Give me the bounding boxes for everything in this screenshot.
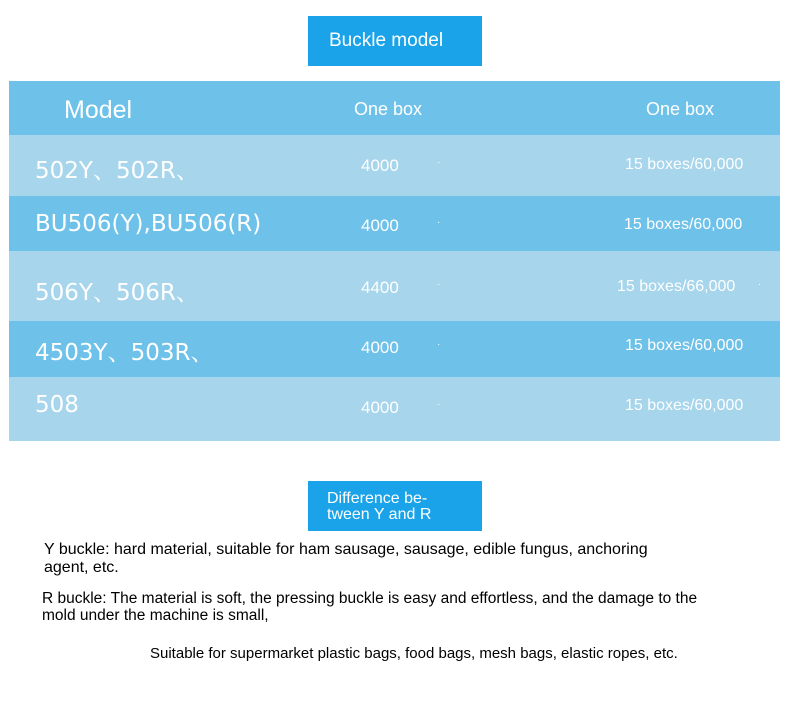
- suitable-note: Suitable for supermarket plastic bags, food bags, mesh bags, elastic ropes, etc.: [150, 645, 678, 662]
- r-buckle-note-line: mold under the machine is small,: [42, 607, 269, 624]
- buckle-model-table: [9, 81, 780, 441]
- difference-heading-line: Difference be-: [327, 490, 428, 507]
- total-cell: 15 boxes/60,000: [625, 337, 744, 354]
- box-count-cell: 4000: [361, 398, 399, 417]
- table-row: [9, 377, 780, 441]
- dot-mark: ·: [437, 279, 441, 290]
- box-count-cell: 4000: [361, 156, 399, 175]
- box-count-cell: 4000: [361, 216, 399, 235]
- box-count-cell: 4400: [361, 278, 399, 297]
- dot-mark: ·: [437, 399, 441, 410]
- table-row: [9, 196, 780, 251]
- table-row: [9, 251, 780, 321]
- column-header-one-box-total: One box: [646, 99, 715, 119]
- y-buckle-note-line: Y buckle: hard material, suitable for ham sausage, sausage, edible fungus, anchoring: [44, 541, 648, 558]
- dot-mark: ·: [758, 279, 762, 290]
- dot-mark: ·: [437, 339, 441, 350]
- buckle-model-heading-text: Buckle model: [329, 30, 444, 51]
- dot-mark: ·: [437, 217, 441, 228]
- buckle-model-heading: [308, 16, 482, 66]
- difference-heading: [308, 481, 482, 531]
- model-cell: 508: [35, 392, 79, 418]
- table-row: [9, 321, 780, 377]
- difference-heading-line: tween Y and R: [327, 506, 432, 523]
- column-header-model: Model: [64, 96, 133, 124]
- total-cell: 15 boxes/60,000: [625, 156, 744, 173]
- model-cell: 4503Y、503R、: [35, 340, 214, 366]
- table-row: [9, 135, 780, 196]
- table-header-row: [9, 81, 780, 135]
- model-cell: 502Y、502R、: [35, 158, 199, 184]
- total-cell: 15 boxes/66,000: [617, 278, 736, 295]
- model-cell: BU506(Y),BU506(R): [35, 211, 262, 237]
- model-cell: 506Y、506R、: [35, 280, 199, 306]
- y-buckle-note-line: agent, etc.: [44, 559, 119, 576]
- column-header-one-box: One box: [354, 99, 423, 119]
- dot-mark: ·: [437, 157, 441, 168]
- r-buckle-note-line: R buckle: The material is soft, the pressing buckle is easy and effortless, and the damage to the: [42, 590, 698, 607]
- total-cell: 15 boxes/60,000: [625, 397, 744, 414]
- total-cell: 15 boxes/60,000: [624, 216, 743, 233]
- box-count-cell: 4000: [361, 338, 399, 357]
